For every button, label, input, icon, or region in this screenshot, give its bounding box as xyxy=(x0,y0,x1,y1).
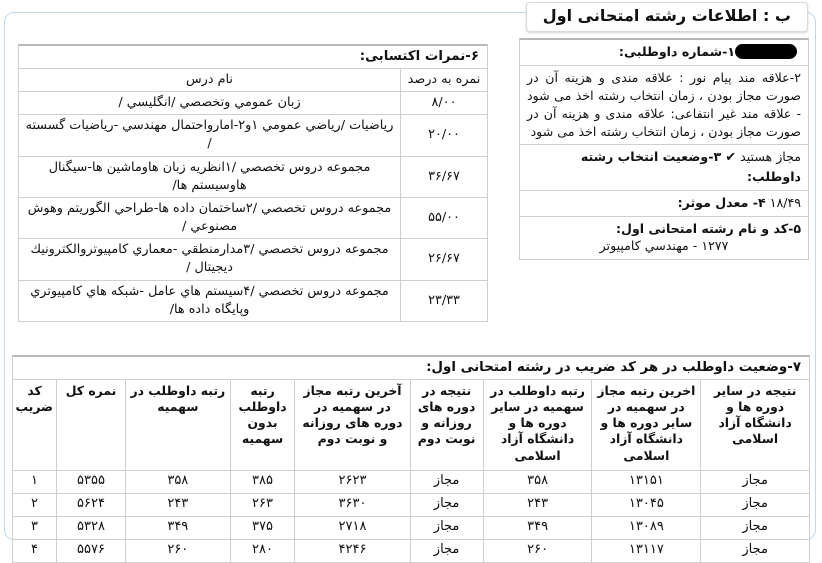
results-caption: ۷-وضعیت داوطلب در هر کد ضریب در رشته امتحانی اول: xyxy=(12,355,810,379)
cell-other-result: مجاز xyxy=(701,516,810,539)
grade-percent: ۳۶/۶۷ xyxy=(401,156,488,197)
cell-other-lastrank: ۱۳۱۵۱ xyxy=(592,470,701,493)
grades-header-course: نام درس xyxy=(19,69,401,92)
grade-course: مجموعه دروس تخصصي /۴سیستم هاي عامل -شبكه هاي کامپیوتري وپایگاه داده ها/ xyxy=(19,280,401,321)
results-header-other-rank: رتبه داوطلب در سهمیه در سایر دوره ها و دانشگاه آزاد اسلامی xyxy=(483,380,592,471)
cell-daily-result: مجاز xyxy=(410,516,483,539)
table-row xyxy=(13,493,810,516)
applicant-number-label: ۱-شماره داوطلبی: xyxy=(618,44,735,59)
results-table xyxy=(12,379,810,563)
results-header-other-lastrank: اخرین رتبه مجاز در سهمیه در سایر دوره ها و دانشگاه آزاد اسلامی xyxy=(592,380,701,471)
cell-rank-in-quota: ۳۵۸ xyxy=(126,470,231,493)
grade-course: ریاضیات /ریاضي عمومي ۱و۲-امارواحتمال مهندسي -ریاضیات گسسته / xyxy=(19,115,401,156)
grades-section xyxy=(18,44,488,322)
cell-other-rank: ۲۴۳ xyxy=(483,493,592,516)
table-row xyxy=(19,156,488,197)
cell-other-rank: ۳۴۹ xyxy=(483,516,592,539)
table-row xyxy=(13,470,810,493)
grade-course: مجموعه دروس تخصصي /۲ساختمان داده ها-طراحي الگوریتم وهوش مصنوعي / xyxy=(19,197,401,238)
check-icon: ✔ xyxy=(725,150,737,166)
cell-daily-result: مجاز xyxy=(410,470,483,493)
info-row-field-code xyxy=(520,217,808,260)
field-code-value: ۱۲۷۷ - مهندسي کامپیوتر xyxy=(599,238,729,254)
grades-header-percent: نمره به درصد xyxy=(401,69,488,92)
table-row xyxy=(19,92,488,115)
cell-rank-no-quota: ۲۸۰ xyxy=(230,539,295,562)
cell-coefficient-code: ۴ xyxy=(13,539,57,562)
grades-table xyxy=(18,68,488,322)
table-row xyxy=(13,539,810,562)
grades-header-row xyxy=(19,69,488,92)
cell-daily-lastrank: ۲۷۱۸ xyxy=(295,516,410,539)
info-row-selection-status xyxy=(520,145,808,190)
field-code-label: ۵-کد و نام رشته امتحانی اول: xyxy=(615,220,801,236)
cell-rank-in-quota: ۳۴۹ xyxy=(126,516,231,539)
cell-total-score: ۵۶۲۴ xyxy=(57,493,126,516)
results-header-daily-result: نتیجه در دوره های روزانه و نوبت دوم xyxy=(410,380,483,471)
cell-rank-no-quota: ۳۸۵ xyxy=(230,470,295,493)
effective-average-value: ۱۸/۴۹ xyxy=(769,194,801,210)
results-header-other-result: نتیجه در سایر دوره ها و دانشگاه آزاد اسلامی xyxy=(701,380,810,471)
payam-noor-text: ۲-علاقه مند پیام نور : علاقه مندی و هزینه آن در صورت مجاز بودن ، زمان انتخاب رشته اخذ می شود - علاقه مند غیر انتفاعی: علاقه مندی و هزینه آن در صورت مجاز بودن ، زمان انتخاب رشته اخذ می شود xyxy=(527,69,801,139)
info-row-applicant-number xyxy=(520,40,808,66)
grade-percent: ۸/۰۰ xyxy=(401,92,488,115)
results-header-coefficient-code: کد ضریب xyxy=(13,380,57,471)
results-header-daily-lastrank: آخرین رتبه مجاز در سهمیه در دوره های روزانه و نوبت دوم xyxy=(295,380,410,471)
selection-status-label: ۳-وضعیت انتخاب رشته داوطلب: xyxy=(580,149,801,184)
cell-rank-no-quota: ۳۷۵ xyxy=(230,516,295,539)
cell-daily-lastrank: ۲۶۲۳ xyxy=(295,470,410,493)
selection-status-value: مجاز هستید xyxy=(740,149,801,165)
cell-daily-lastrank: ۳۶۳۰ xyxy=(295,493,410,516)
cell-daily-result: مجاز xyxy=(410,493,483,516)
info-row-payam-noor xyxy=(520,66,808,146)
cell-daily-lastrank: ۴۲۴۶ xyxy=(295,539,410,562)
table-row xyxy=(19,197,488,238)
cell-coefficient-code: ۳ xyxy=(13,516,57,539)
grades-caption: ۶-نمرات اکتسابی: xyxy=(18,44,488,68)
results-header-rank-in-quota: رتبه داوطلب در سهمیه xyxy=(126,380,231,471)
cell-other-result: مجاز xyxy=(701,493,810,516)
redaction-box xyxy=(735,44,797,59)
effective-average-label: ۴- معدل موثر: xyxy=(677,194,766,210)
grade-percent: ۲۳/۳۳ xyxy=(401,280,488,321)
results-header-rank-no-quota: رتبه داوطلب بدون سهمیه xyxy=(230,380,295,471)
cell-coefficient-code: ۲ xyxy=(13,493,57,516)
section-title-tab: ب : اطلاعات رشته امتحانی اول xyxy=(526,2,808,32)
cell-other-result: مجاز xyxy=(701,539,810,562)
results-header-row xyxy=(13,380,810,471)
cell-total-score: ۵۳۲۸ xyxy=(57,516,126,539)
cell-other-result: مجاز xyxy=(701,470,810,493)
cell-daily-result: مجاز xyxy=(410,539,483,562)
cell-other-lastrank: ۱۳۱۱۷ xyxy=(592,539,701,562)
table-row xyxy=(13,516,810,539)
table-row xyxy=(19,280,488,321)
grade-course: مجموعه دروس تخصصي /۳مدارمنطقي -معماري کامپیوتروالکترونیك دیجیتال / xyxy=(19,239,401,280)
grades-table-body xyxy=(19,92,488,322)
cell-coefficient-code: ۱ xyxy=(13,470,57,493)
table-row xyxy=(19,115,488,156)
results-section xyxy=(12,355,810,563)
table-row xyxy=(19,239,488,280)
results-table-body xyxy=(13,470,810,562)
grade-percent: ۲۶/۶۷ xyxy=(401,239,488,280)
grade-percent: ۵۵/۰۰ xyxy=(401,197,488,238)
cell-rank-in-quota: ۲۴۳ xyxy=(126,493,231,516)
cell-total-score: ۵۳۵۵ xyxy=(57,470,126,493)
cell-other-rank: ۳۵۸ xyxy=(483,470,592,493)
cell-rank-no-quota: ۲۶۳ xyxy=(230,493,295,516)
applicant-info-panel xyxy=(519,38,809,260)
cell-other-lastrank: ۱۳۰۴۵ xyxy=(592,493,701,516)
cell-other-lastrank: ۱۳۰۸۹ xyxy=(592,516,701,539)
grade-course: زبان عمومي وتخصصي /انگلیسي / xyxy=(19,92,401,115)
info-row-effective-average xyxy=(520,191,808,217)
cell-total-score: ۵۵۷۶ xyxy=(57,539,126,562)
cell-other-rank: ۲۶۰ xyxy=(483,539,592,562)
grade-course: مجموعه دروس تخصصي /۱انظریه زبان هاوماشین ها-سیگنال هاوسیستم ها/ xyxy=(19,156,401,197)
results-header-total-score: نمره کل xyxy=(57,380,126,471)
cell-rank-in-quota: ۲۶۰ xyxy=(126,539,231,562)
grade-percent: ۲۰/۰۰ xyxy=(401,115,488,156)
